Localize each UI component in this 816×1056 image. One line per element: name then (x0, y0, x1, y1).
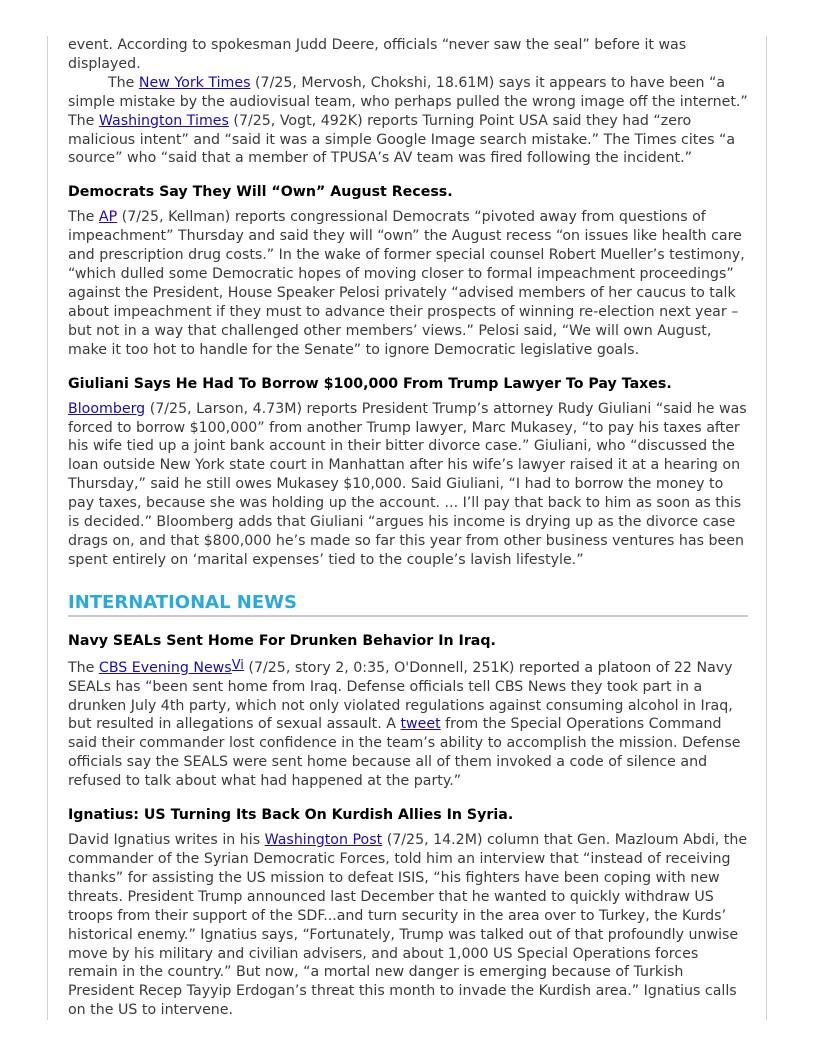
link-cbs-evening-news[interactable]: CBS Evening News (98, 659, 232, 676)
headline-navy-seals: Navy SEALs Sent Home For Drunken Behavior In Iraq. (68, 632, 496, 649)
link-washington-post[interactable]: Washington Post (264, 832, 383, 849)
paragraph-ignatius (68, 831, 748, 1020)
article-content (68, 36, 748, 1020)
text-run: (7/25, Kellman) reports congressional Democrats “pivoted away from questions of impeachment” Thursday and said they will “own” the August recess “on issues like health care and prescription drug costs.” In the wake of former special counsel Robert Mueller’s testimony, “which dulled some Democratic hopes of moving closer to formal impeachment proceedings” against the President, House Speaker Pelosi privately “advised members of her caucus to talk about impeachment if they must to advance their prospects of winning re-election next year – but not in a way that challenged other members’ views.” Pelosi said, “We will own August, make it too hot to handle for the Senate” to ignore Democratic legislative goals. (68, 209, 745, 358)
text-run: The (108, 74, 139, 91)
headline-giuliani-borrow: Giuliani Says He Had To Borrow $100,000 From Trump Lawyer To Pay Taxes. (68, 375, 672, 392)
paragraph-continued: event. According to spokesman Judd Deere, officials “never saw the seal” before it was displayed. (68, 37, 687, 72)
link-bloomberg[interactable]: Bloomberg (68, 400, 146, 417)
section-title-international-news: INTERNATIONAL NEWS (68, 592, 748, 617)
text-run: (7/25, Larson, 4.73M) reports President Trump’s attorney Rudy Giuliani “said he was forced to borrow $100,000” from another Trump lawyer, Marc Mukasey, “to pay his taxes after his wife tied up a joint bank account in their bitter divorce case.” Giuliani, who “discussed the loan outside New York state court in Manhattan after his wife’s lawyer raised it at a hearing on Thursday,” said he still owes Mukasey $10,000. Said Giuliani, “I had to borrow the money to pay taxes, because she was holding up the account. ... I’ll pay that back to him as soon as this is decided.” Bloomberg adds that Giuliani “argues his income is drying up as the divorce case drags on, and that $800,000 he’s made so far this year from other business ventures has been spent entirely on ‘marital expenses’ tied to the couple’s lavish lifestyle.” (68, 400, 747, 568)
paragraph-navy-seals (68, 657, 748, 791)
link-ap[interactable]: AP (98, 209, 118, 226)
text-run: (7/25, 14.2M) column that Gen. Mazloum Abdi, the commander of the Syrian Democratic Forces, told him an interview that “instead of receiving thanks” for assisting the US mission to defeat ISIS, “his fighters have been coping with new threats. President Trump announced last December that he wanted to quickly withdraw US troops from their support of the SDF...and turn security in the area over to Turkey, the Kurds’ historical enemy.” Ignatius says, “Fortunately, Trump was talked out of that profoundly unwise move by his military and civilian advisers, and about 1,000 US Special Operations forces remain in the country.” But now, “a mortal new danger is emerging because of Turkish President Recep Tayyip Erdogan’s threat this month to invade the Kurdish area.” Ignatius calls on the US to intervene. (68, 832, 748, 1019)
paragraph-democrats (68, 208, 748, 359)
headline-democrats-august-recess: Democrats Say They Will “Own” August Recess. (68, 184, 453, 201)
link-new-york-times[interactable]: New York Times (138, 74, 251, 91)
text-run: (7/25, story 2, 0:35, O'Donnell, 251K) reported a platoon of 22 Navy SEALs has “been sent home from Iraq. Defense officials tell CBS News they took part in a drunken July 4th party, which not only violated regulations against consuming alcohol in Iraq, but resulted in allegations of sexual assault. A (68, 659, 733, 733)
link-washington-times[interactable]: Washington Times (98, 112, 229, 129)
text-run: (7/25, Vogt, 492K) reports Turning Point USA said they had “zero malicious intent” and “said it was a simple Google Image search mistake.” The Times cites “a source” who “said that a member of TPUSA’s AV team was fired following the incident.” (68, 112, 736, 167)
link-tweet[interactable]: tweet (400, 716, 441, 733)
paragraph-giuliani (68, 400, 748, 570)
text-run: The (68, 659, 99, 676)
text-run: David Ignatius writes in his (68, 832, 265, 849)
video-link-vi[interactable]: Vi (231, 657, 244, 673)
page (47, 36, 767, 1020)
text-run: The (68, 209, 99, 226)
headline-ignatius-kurdish: Ignatius: US Turning Its Back On Kurdish Allies In Syria. (68, 807, 514, 824)
paragraph-nyt (68, 74, 748, 169)
text-run: from the Special Operations Command said their commander lost confidence in the team’s ability to accomplish the mission. Defense officials say the SEALS were sent home because all of them invoked a code of silence and refused to talk about what had happened at the party.” (68, 716, 741, 790)
text-run: (7/25, Mervosh, Chokshi, 18.61M) says it appears to have been “a simple mistake by the audiovisual team, who perhaps pulled the wrong image off the internet.” The (68, 74, 748, 129)
